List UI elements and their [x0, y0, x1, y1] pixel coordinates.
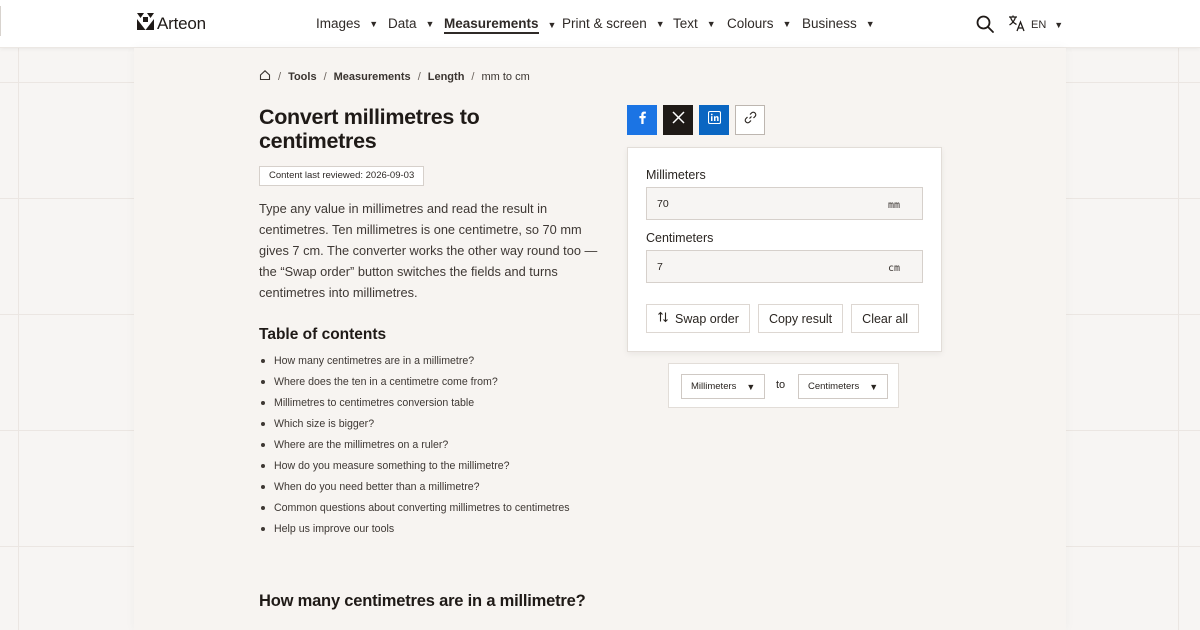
chevron-down-icon: ▼: [547, 20, 557, 30]
converter-actions: [646, 304, 919, 333]
millimeters-input[interactable]: [647, 188, 877, 219]
chevron-down-icon: ▼: [425, 18, 435, 29]
toc-link[interactable]: Where does the ten in a centimetre come from?: [259, 373, 570, 394]
centimeters-label: Centimeters: [646, 231, 714, 245]
chevron-down-icon: ▼: [1054, 19, 1064, 30]
language-code: EN: [1031, 18, 1047, 31]
toc-link[interactable]: Where are the millimetres on a ruler?: [259, 436, 570, 457]
chevron-down-icon: ▼: [746, 381, 756, 392]
swap-arrows-icon: [657, 311, 675, 326]
arteon-logo-icon: [137, 13, 154, 35]
nav-item-label: Data: [388, 16, 417, 31]
share-linkedin-button[interactable]: [699, 105, 729, 135]
nav-item-images[interactable]: [316, 16, 378, 31]
centimeters-field: [646, 250, 923, 283]
link-icon: [744, 111, 757, 129]
brand-name: Arteon: [157, 14, 206, 33]
toc-link[interactable]: Help us improve our tools: [259, 520, 570, 541]
nav-item-text[interactable]: [673, 16, 716, 31]
millimeters-field: [646, 187, 923, 220]
search-icon: [975, 21, 995, 38]
window-edge-divider: [0, 6, 1, 36]
nav-item-print-screen[interactable]: [562, 16, 665, 31]
breadcrumb-separator: /: [278, 70, 282, 83]
unit-connector: to: [776, 379, 786, 391]
centimeters-input[interactable]: [647, 251, 877, 282]
table-of-contents: [259, 352, 570, 541]
intro-paragraph: Type any value in millimetres and read the result in centimetres. Ten millimetres is one centimetre, so 70 mm gives 7 cm. The converter works the other way round too — the “Swap order” button switches the fields and turns centimetres into millimetres.: [259, 201, 598, 300]
toc-heading: Table of contents: [259, 326, 387, 343]
search-button[interactable]: [975, 14, 995, 34]
nav-item-measurements[interactable]: [444, 16, 556, 34]
last-reviewed-badge: Content last reviewed: 2026-09-03: [259, 166, 424, 186]
centimeters-unit: cm: [887, 263, 900, 274]
breadcrumb-current: mm to cm: [481, 70, 530, 83]
nav-item-label: Text: [673, 16, 698, 31]
brand-logo[interactable]: [137, 14, 206, 34]
toc-link[interactable]: Common questions about converting millimetres to centimetres: [259, 499, 570, 520]
nav-item-label: Print & screen: [562, 16, 647, 31]
nav-item-label: Colours: [727, 16, 774, 31]
millimeters-unit: mm: [887, 200, 900, 211]
to-unit-select[interactable]: [798, 374, 888, 399]
breadcrumb: [259, 69, 530, 84]
toc-link[interactable]: When do you need better than a millimetre?: [259, 478, 570, 499]
breadcrumb-separator: /: [471, 70, 475, 83]
section-heading: How many centimetres are in a millimetre?: [259, 592, 586, 610]
language-selector[interactable]: [1008, 14, 1063, 35]
facebook-icon: [636, 111, 649, 129]
nav-item-data[interactable]: [388, 16, 434, 31]
share-x-button[interactable]: [663, 105, 693, 135]
swap-order-button[interactable]: [646, 304, 750, 333]
breadcrumb-link-tools[interactable]: Tools: [288, 70, 317, 83]
home-icon[interactable]: [259, 69, 271, 84]
chevron-down-icon: ▼: [369, 18, 379, 29]
breadcrumb-separator: /: [323, 70, 327, 83]
share-buttons: [627, 105, 765, 135]
chevron-down-icon: ▼: [869, 381, 879, 392]
chevron-down-icon: ▼: [706, 18, 716, 29]
translate-icon: [1008, 14, 1026, 35]
nav-item-business[interactable]: [802, 16, 875, 31]
nav-item-label: Measurements: [444, 16, 539, 34]
copy-link-button[interactable]: [735, 105, 765, 135]
toc-link[interactable]: Which size is bigger?: [259, 415, 570, 436]
from-unit-value: Millimeters: [691, 381, 737, 392]
toc-link[interactable]: Millimetres to centimetres conversion table: [259, 394, 570, 415]
nav-item-label: Business: [802, 16, 857, 31]
millimeters-label: Millimeters: [646, 168, 706, 182]
toc-link[interactable]: How many centimetres are in a millimetre?: [259, 352, 570, 373]
breadcrumb-separator: /: [417, 70, 421, 83]
copy-result-button[interactable]: Copy result: [758, 304, 843, 333]
page-title: Convert millimetres to centimetres: [259, 105, 480, 153]
unit-selector: [668, 363, 899, 408]
swap-order-label: Swap order: [675, 311, 739, 326]
share-facebook-button[interactable]: [627, 105, 657, 135]
from-unit-select[interactable]: [681, 374, 765, 399]
nav-item-label: Images: [316, 16, 361, 31]
clear-all-button[interactable]: Clear all: [851, 304, 919, 333]
converter-card: [627, 147, 942, 352]
breadcrumb-link-length[interactable]: Length: [427, 70, 465, 83]
chevron-down-icon: ▼: [655, 18, 665, 29]
linkedin-icon: [708, 111, 721, 129]
x-icon: [672, 111, 685, 129]
breadcrumb-link-measurements[interactable]: Measurements: [333, 70, 411, 83]
nav-item-colours[interactable]: [727, 16, 791, 31]
chevron-down-icon: ▼: [782, 18, 792, 29]
to-unit-value: Centimeters: [808, 381, 860, 392]
top-navigation-bar: [0, 0, 1200, 48]
chevron-down-icon: ▼: [865, 18, 875, 29]
toc-link[interactable]: How do you measure something to the millimetre?: [259, 457, 570, 478]
